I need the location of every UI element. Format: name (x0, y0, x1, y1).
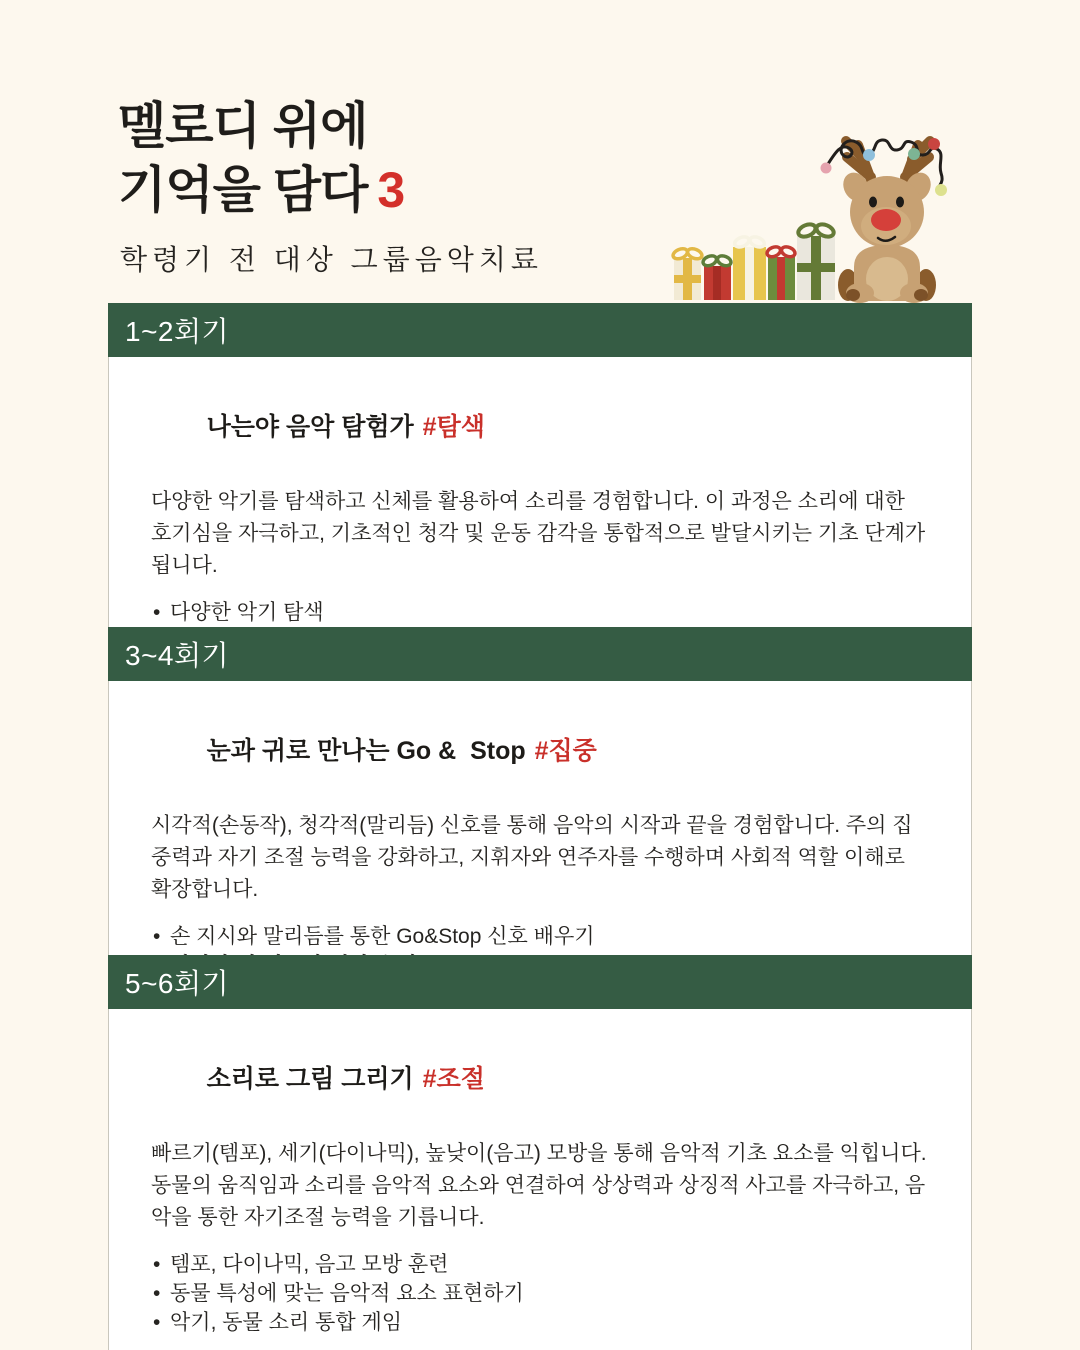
reindeer-gifts-svg (650, 105, 980, 305)
page-subtitle: 학령기 전 대상 그룹음악치료 (120, 244, 543, 275)
section-3-title (151, 1030, 931, 1124)
reindeer-gifts-illustration (650, 105, 980, 305)
section-1-label: 1~2회기 (125, 316, 230, 347)
section-3-hashtag: #조절 (422, 1065, 485, 1093)
section-3-bullets (151, 1251, 931, 1338)
section-3-card (108, 1009, 972, 1350)
section-1-hashtag: #탐색 (422, 413, 485, 441)
section-1-title (151, 378, 931, 472)
section-1-header (108, 303, 972, 357)
section-2-hashtag: #집중 (534, 737, 597, 765)
gift-boxes-icon (672, 222, 836, 300)
section-1 (108, 303, 972, 682)
bullet-item: • 손 지시와 말리듬를 통한 Go&Stop 신호 배우기 (151, 923, 931, 952)
bullet-item: • 동물 특성에 맞는 음악적 요소 표현하기 (151, 1280, 931, 1309)
page-title-line1: 멜로디 위에 (118, 98, 368, 154)
section-2-title (151, 702, 931, 796)
bullet-item: • 템포, 다이나믹, 음고 모방 훈련 (151, 1251, 931, 1280)
bullet-item: • 다양한 악기 탐색 (151, 599, 931, 628)
section-2 (108, 627, 972, 1006)
page-title-number: 3 (377, 162, 405, 218)
section-1-description: 다양한 악기를 탐색하고 신체를 활용하여 소리를 경험합니다. 이 과정은 소리에 대한 호기심을 자극하고, 기초적인 청각 및 운동 감각을 통합적으로 발달시키는 기초 단계가 됩니다. (151, 490, 926, 578)
section-3-description: 빠르기(템포), 세기(다이나믹), 높낮이(음고) 모방을 통해 음악적 기초 요소를 익힙니다. 동물의 움직임과 소리를 음악적 요소와 연결하여 상상력과 상징적 사고를 자극하고, 음악을 통한 자기조절 능력을 기릅니다. (151, 1142, 927, 1230)
section-3-title-text: 소리로 그림 그리기 (206, 1065, 414, 1093)
section-3-header (108, 955, 972, 1009)
section-1-title-text: 나는야 음악 탐험가 (206, 413, 414, 441)
section-3-label: 5~6회기 (125, 968, 230, 999)
page-title-line2: 기억을 담다 (118, 162, 368, 218)
section-2-title-text: 눈과 귀로 만나는 Go & Stop (206, 737, 526, 765)
header-block (118, 94, 543, 278)
section-3 (108, 955, 972, 1350)
section-2-description: 시각적(손동작), 청각적(말리듬) 신호를 통해 음악의 시작과 끝을 경험합니다. 주의 집중력과 자기 조절 능력을 강화하고, 지휘자와 연주자를 수행하며 사회적 역할 이해로 확장합니다. (151, 814, 913, 902)
page-title (118, 94, 543, 222)
section-2-label: 3~4회기 (125, 640, 230, 671)
section-2-header (108, 627, 972, 681)
reindeer-icon (821, 138, 948, 303)
bullet-item: • 악기, 동물 소리 통합 게임 (151, 1309, 931, 1338)
